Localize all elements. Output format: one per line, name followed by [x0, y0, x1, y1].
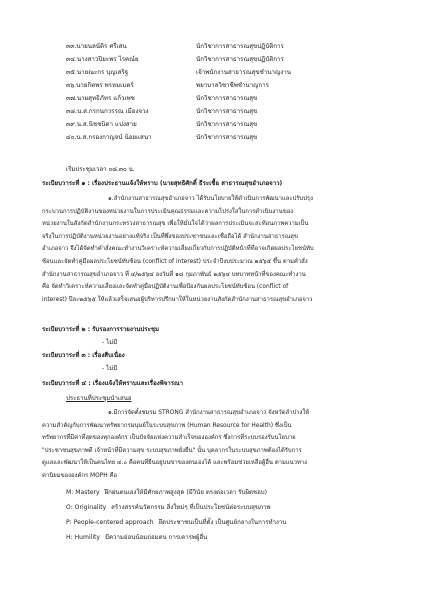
paragraph-line: อำเภอจาว จึงได้จัดทำคำสั่งคณะทำงานวิเคราะห์ความเสี่ยงเกี่ยวกับการปฏิบัติหน้าที่ที่อาจเกิดผลประโยชน์ทับ: [42, 246, 314, 253]
agenda-3-heading: ระเบียบวาระที่ ๓ : เรื่องสืบเนื่อง: [42, 352, 125, 359]
value-desc: สร้างสรรค์นวัตกรรม สิ่งใหม่ๆ ที่เป็นประโยชน์ต่อระบบสุขภาพ: [111, 504, 271, 511]
value-item: [66, 520, 286, 526]
value-key: M: Mastery: [66, 489, 100, 496]
attendee-row: [66, 93, 366, 106]
value-desc: มีความอ่อนน้อมถ่อมตน การเคารพผู้อื่น: [104, 534, 208, 541]
paragraph-line: ความสำคัญกับการพัฒนาทรัพยากรมนุษย์ในระบบสุขภาพ (Human Resource for Health) ซึ่งเป็น: [42, 422, 292, 429]
value-item: [66, 535, 207, 541]
agenda-2-note: - ไม่มี: [102, 339, 118, 346]
attendee-name: ๔๐.น.ส.กรองกาญจน์ น้อยแสนา: [66, 134, 152, 141]
agenda-1-heading: ระเบียบวาระที่ ๑ : เรื่องประธานแจ้งให้ทราบ (นายสุทธิศักดิ์ ธีระเชื้อ สาธารณสุขอำเภอจาว): [42, 180, 283, 187]
paragraph-line: ดูแลและพัฒนาให้เป็นคนไทย ๔.๐ คือคนที่ยืนอยู่บนขาของตนเองได้ และพร้อมช่วยเหลือผู้อื่น ตามแนวทาง: [42, 460, 308, 467]
paragraph-line: ๑.มีการจัดตั้งชมรม STRONG สำนักงานสาธารณสุขอำเภอจาว จังหวัดลำปางให้: [108, 410, 310, 416]
attendee-position: นักวิชาการสาธารณสุขปฏิบัติการ: [196, 56, 284, 63]
agenda-2-heading: ระเบียบวาระที่ ๒ : รับรองการรายงานประชุม: [42, 326, 159, 333]
attendee-position: นักวิชาการสาธารณสุข: [196, 95, 258, 102]
attendee-name: ๓๕.นายณะกร บุญเสริฐ: [66, 69, 129, 76]
attendee-row: [66, 80, 366, 93]
paragraph-line: ๑.สำนักงานสาธารณสุขอำเภอจาว ได้รับนโยบายให้ดำเนินการพัฒนาและปรับปรุง: [108, 196, 313, 202]
attendee-name: ๓๓.นายนลนัติร ศรีเสน: [66, 43, 127, 50]
paragraph-line: คือ จัดทำวิเคราะห์ความเสี่ยงและจัดทำคู่มือปฏิบัติงานเพื่อป้องกันผลประโยชน์ทับซ้อน (conflict of: [42, 284, 289, 291]
attendee-position: นักวิชาการสาธารณสุข: [196, 121, 258, 128]
attendee-list: [66, 41, 366, 151]
attendee-name: ๓๘.น.ส.กรกนกวรรณ เมืองจวง: [66, 108, 149, 115]
attendee-row: [66, 106, 366, 119]
paragraph-line: สำนักงานสาธารณสุขอำเภอจาว ที่ ๔/๒๕๖๔ ลงวันที่ ๑๘ กุมภาพันธ์ ๒๕๖๔ บทบาทหน้าที่ของคณะทำงาน: [42, 271, 306, 278]
value-desc: ฝึกฝนตนเองให้มีศักยภาพสูงสุด (มีวินัย ตรงต่อเวลา รับผิดชอบ): [104, 489, 267, 496]
paragraph-line: จริงในการปฏิบัติงานหน่วยงานอย่างแท้จริง เป็นที่พึ่งของประชาชนและเชื่อถือได้ สำนักงานสาธารณสุข: [42, 233, 298, 240]
value-key: O: Originality: [66, 504, 107, 511]
agenda-4-subheading: ประธานที่ประชุมนำเสนอ: [66, 395, 132, 402]
attendee-position: พยาบาลวิชาชีพชำนาญการ: [196, 82, 269, 89]
paragraph-line: ค่านิยมขององค์กร MOPH คือ: [42, 472, 118, 479]
attendee-name: ๓๖.นายกิตพร พรหมเมตร์: [66, 82, 134, 89]
attendee-name: ๓๙.น.ส.นิชชนิดา แปงสาย: [66, 121, 137, 128]
attendee-row: [66, 54, 366, 67]
attendee-row: [66, 67, 366, 80]
agenda-4-body: [42, 407, 384, 483]
value-item: [66, 505, 270, 511]
attendee-row: [66, 132, 366, 145]
paragraph-line: ซ้อนและจัดทำคู่มือผลประโยชน์ทับซ้อน (conflict of interest) ประจำปีงบประมาณ ๒๕๖๕ ขึ้น ตามคำสั่ง: [42, 258, 308, 265]
attendee-position: นักวิชาการสาธารณสุขปฏิบัติการ: [196, 43, 284, 50]
paragraph-line: หน่วยงานในสังกัดสำนักงานกระทรวงสาธารณสุข เพื่อให้มั่นใจได้ว่าผลการประเมินจะสะท้อนภาพความเป็น: [42, 221, 309, 228]
attendee-name: ๓๗.นายสุทธิภัทร แก้วเพช: [66, 95, 135, 102]
attendee-position: เจ้าพนักงานสาธารณสุขชำนาญงาน: [196, 69, 291, 76]
paragraph-line: ทรัพยากรที่มีค่าที่สุดของทุกองค์กร เป็นปัจจัยแห่งความสำเร็จขององค์กร ซึ่งการที่ระบบรองรับนโยบาย: [42, 435, 296, 442]
paragraph-line: กระบวนการปฏิบัติงานของหน่วยงานในการประเมินคุณธรรมและความโปร่งใสในการดำเนินงานของ: [42, 208, 294, 215]
attendee-position: นักวิชาการสาธารณสุข: [196, 108, 258, 115]
value-item: [66, 490, 267, 496]
paragraph-line: "ประชาชนสุขภาพดี เจ้าหน้าที่มีความสุข ระบบสุขภาพยั่งยืน" นั้น บุคลากรในระบบสุขภาพต้องได้รับการ: [42, 447, 302, 454]
paragraph-line: interest) ปีละ๒๕๖๕ ให้แล้วเสร็จเสนอผู้บริหารปรึกษาให้ในหน่วยงานสังกัดสำนักงานสาธารณสุขอำเภอจาว: [42, 296, 313, 303]
value-desc: ยึดประชาชนเป็นที่ตั้ง เป็นศูนย์กลางในการทำงาน: [158, 519, 287, 526]
value-key: H: Humility: [66, 534, 101, 541]
agenda-3-note: - ไม่มี: [102, 365, 118, 372]
attendee-position: นักวิชาการสาธารณสุข: [196, 134, 258, 141]
agenda-4-heading: ระเบียบวาระที่ ๔ : เรื่องแจ้งให้ทราบและเรื่องพิจารณา: [42, 380, 184, 387]
attendee-name: ๓๔.นางสาวปิยะพร ไรคณ์ย: [66, 56, 139, 63]
attendee-row: [66, 119, 366, 132]
attendee-row: [66, 41, 366, 54]
meeting-start-time: เริ่มประชุมเวลา ๐๘.๓๐ น.: [66, 166, 135, 173]
agenda-1-body: [42, 193, 384, 306]
value-key: P: People-centered approach: [66, 519, 154, 526]
